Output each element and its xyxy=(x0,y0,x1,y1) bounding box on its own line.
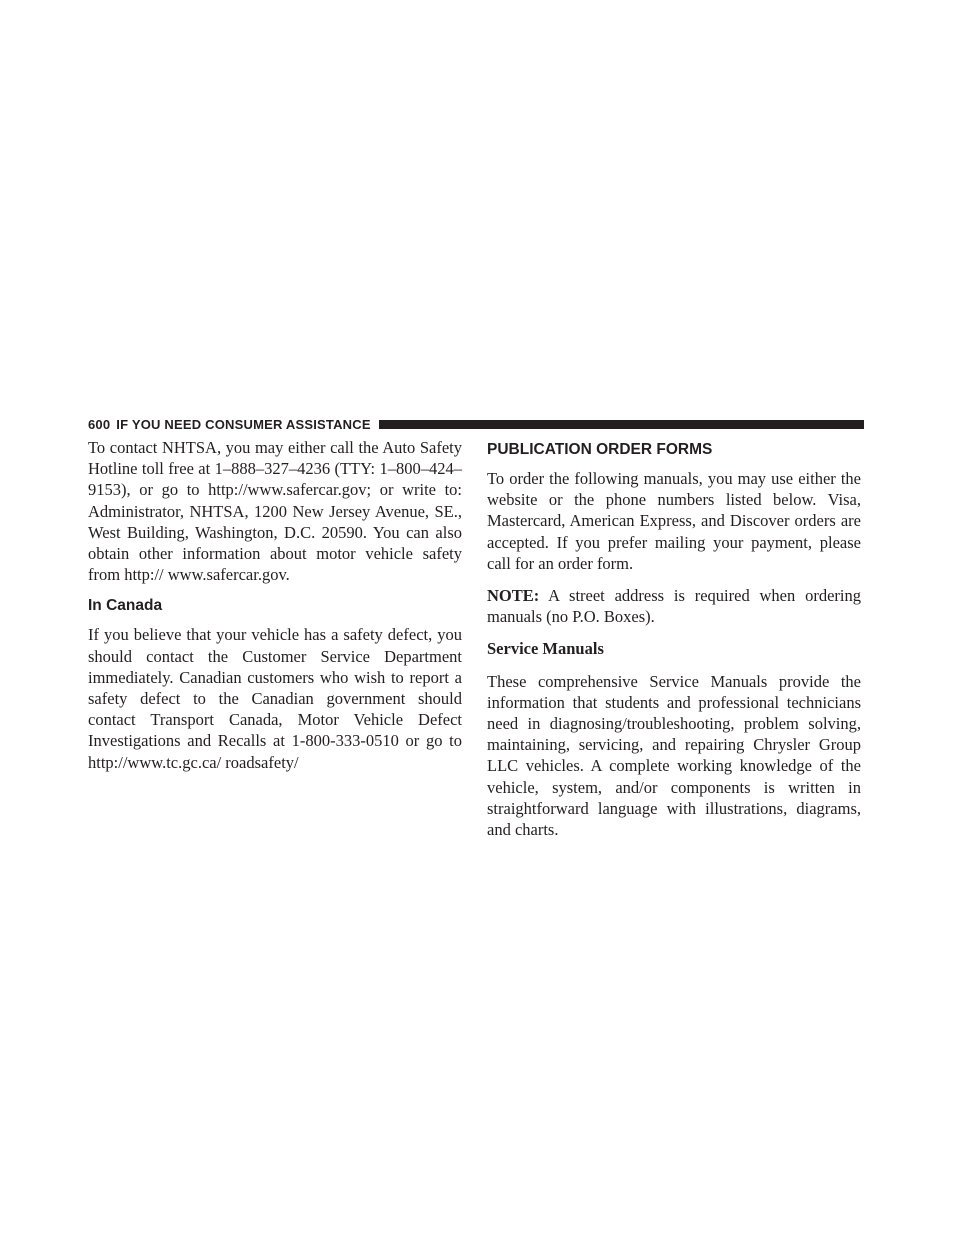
page-number: 600 xyxy=(88,416,111,432)
canada-paragraph: If you believe that your vehicle has a safety defect, you should contact the Customer Service Department immediately. Canadian customers who wish to report a safety defect to the Canadian government should contact Transport Canada, Motor Vehicle Defect Investigations and Recalls at 1-800-333-0510 or go to http://www.tc.gc.ca/ roadsafety/ xyxy=(88,625,462,772)
note-text: A street address is required when ordering manuals (no P.O. Boxes). xyxy=(487,586,861,627)
page-header xyxy=(88,415,864,433)
right-column xyxy=(487,437,861,851)
header-rule xyxy=(379,420,864,429)
section-title: IF YOU NEED CONSUMER ASSISTANCE xyxy=(116,416,371,432)
service-manuals-paragraph: These comprehensive Service Manuals provide the information that students and professional technicians need in diagnosing/troubleshooting, problem solving, maintaining, servicing, and repairing Chrysler Group LLC vehicles. A complete working knowledge of the vehicle, system, and/or components is written in straightforward language with illustrations, diagrams, and charts. xyxy=(487,671,861,840)
nhtsa-contact-paragraph: To contact NHTSA, you may either call the Auto Safety Hotline toll free at 1–888–327–4236 (TTY: 1–800–424– 9153), or go to http://www.safercar.gov; or write to: Administrator, NHTSA, 1200 New Jersey Avenue, SE., West Building, Washington, D.C. 20590. You can also obtain other information about motor vehicle safety from http:// www.safercar.gov. xyxy=(88,438,462,585)
canada-heading: In Canada xyxy=(88,597,163,615)
note-label: NOTE: xyxy=(487,586,540,606)
left-column xyxy=(88,437,462,784)
publication-order-forms-heading: PUBLICATION ORDER FORMS xyxy=(487,441,713,458)
order-paragraph: To order the following manuals, you may use either the website or the phone numbers listed below. Visa, Mastercard, American Express, and Discover orders are accepted. If you prefer mailing your payment, please call for an order form. xyxy=(487,469,861,573)
service-manuals-heading: Service Manuals xyxy=(487,639,604,659)
note-paragraph xyxy=(487,585,861,627)
